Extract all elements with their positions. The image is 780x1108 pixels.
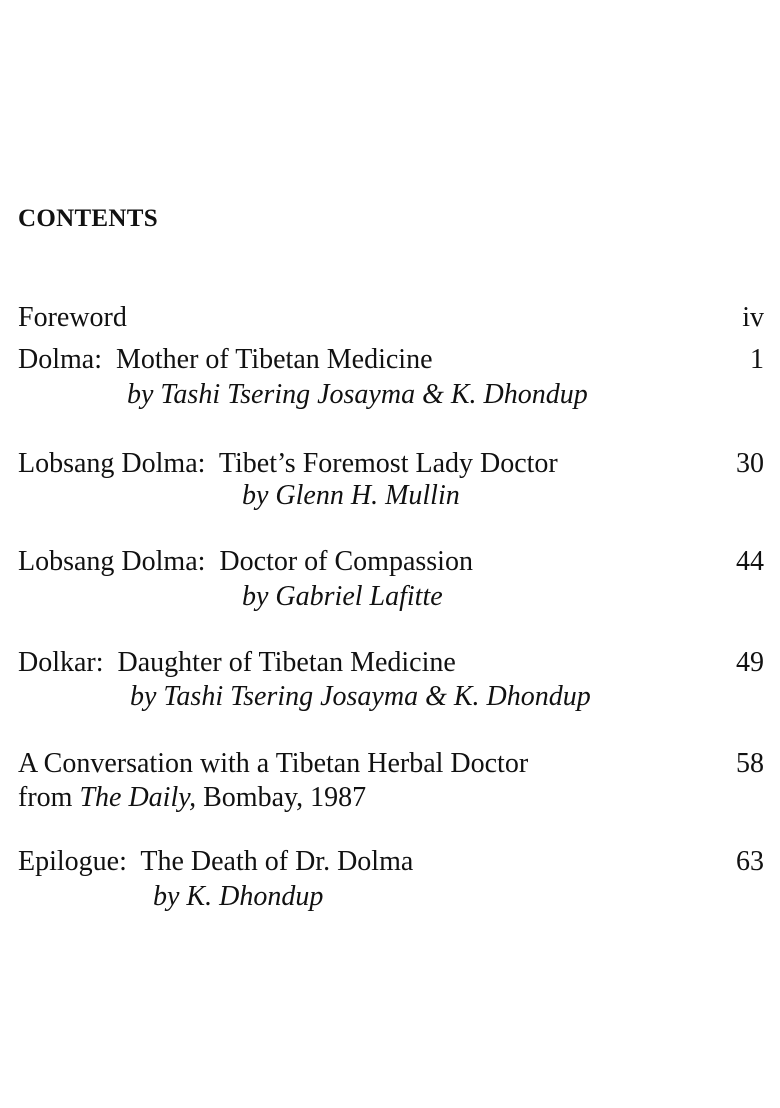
entry-title: Dolma: Mother of Tibetan Medicine bbox=[18, 344, 433, 375]
entry-author: by Tashi Tsering Josayma & K. Dhondup bbox=[127, 379, 588, 410]
entry-page: 58 bbox=[736, 748, 764, 779]
entry-page: iv bbox=[742, 302, 764, 333]
entry-page: 49 bbox=[736, 647, 764, 678]
entry-page: 1 bbox=[750, 344, 764, 375]
entry-title: A Conversation with a Tibetan Herbal Doctor bbox=[18, 748, 529, 779]
entry-page: 63 bbox=[736, 846, 764, 877]
source-publication: The Daily, bbox=[79, 782, 197, 813]
entry-title: Foreword bbox=[18, 302, 127, 333]
entry-page: 44 bbox=[736, 546, 764, 577]
entry-title: Lobsang Dolma: Tibet’s Foremost Lady Doctor bbox=[18, 448, 558, 479]
source-suffix: Bombay, 1987 bbox=[196, 782, 367, 813]
entry-title: Dolkar: Daughter of Tibetan Medicine bbox=[18, 647, 456, 678]
entry-title: Epilogue: The Death of Dr. Dolma bbox=[18, 846, 414, 877]
entry-author: by Glenn H. Mullin bbox=[242, 480, 460, 511]
contents-heading: CONTENTS bbox=[18, 205, 158, 232]
entry-page: 30 bbox=[736, 448, 764, 479]
entry-source bbox=[18, 781, 366, 815]
entry-author: by Gabriel Lafitte bbox=[242, 581, 443, 612]
entry-author: by Tashi Tsering Josayma & K. Dhondup bbox=[130, 681, 591, 712]
entry-author: by K. Dhondup bbox=[153, 881, 324, 912]
entry-title: Lobsang Dolma: Doctor of Compassion bbox=[18, 546, 473, 577]
source-prefix: from bbox=[18, 782, 80, 813]
